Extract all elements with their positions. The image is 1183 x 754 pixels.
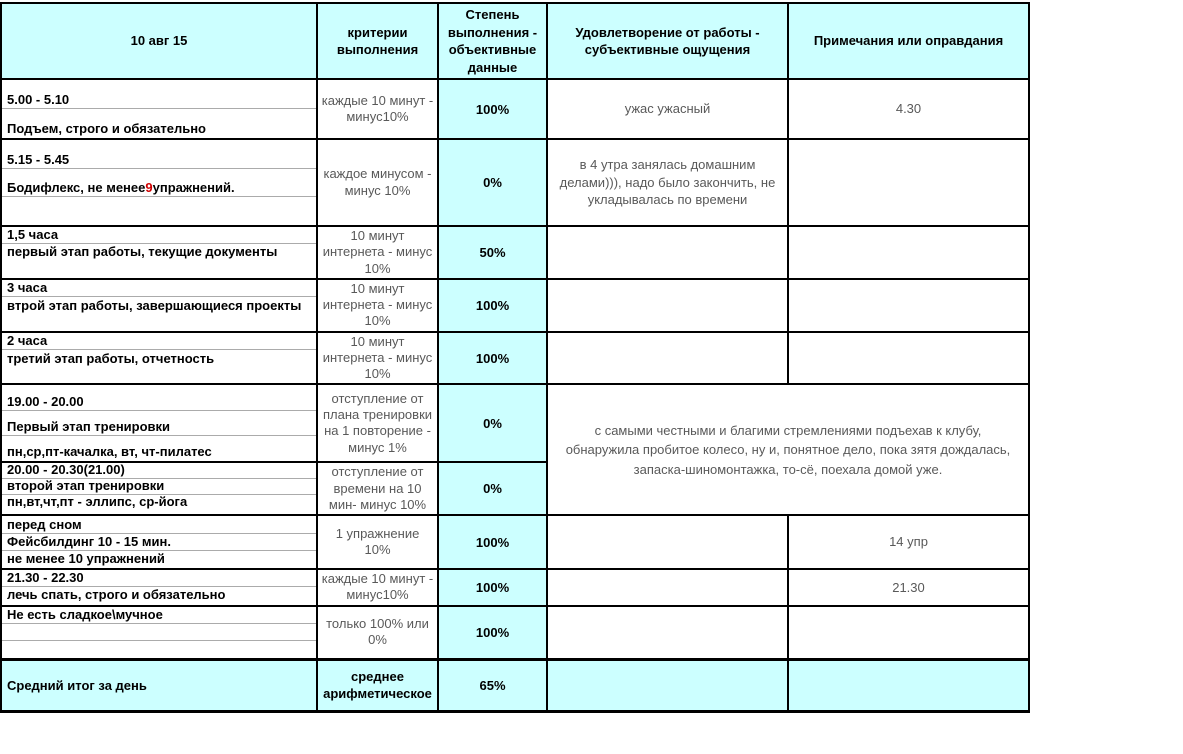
activity-line-text: 20.00 - 20.30(21.00) xyxy=(7,462,125,478)
criteria-cell[interactable]: отступление от времени на 10 мин- минус 10% xyxy=(317,462,438,515)
activity-line xyxy=(2,478,316,494)
activity-line-text: 2 часа xyxy=(7,333,48,349)
satisfaction-cell[interactable] xyxy=(547,606,788,660)
notes-cell[interactable] xyxy=(788,332,1029,385)
criteria-cell[interactable]: отступление от плана тренировки на 1 повторение - минус 1% xyxy=(317,384,438,462)
notes-cell[interactable]: 4.30 xyxy=(788,79,1029,139)
header-cell-satisfaction[interactable]: Удовлетворение от работы - субъективные ощущения xyxy=(547,3,788,79)
activity-line xyxy=(2,243,316,260)
activity-line-text: Не есть сладкое\мучное xyxy=(7,607,163,623)
activity-cell[interactable] xyxy=(1,606,317,660)
activity-line-text: 21.30 - 22.30 xyxy=(7,570,84,586)
activity-line xyxy=(2,349,316,367)
activity-line-text: Подъем, строго и обязательно xyxy=(7,121,206,137)
activity-line-text: лечь спать, строго и обязательно xyxy=(7,587,226,603)
activity-line xyxy=(2,570,316,586)
activity-cell[interactable] xyxy=(1,79,317,139)
activity-line xyxy=(2,550,316,567)
criteria-cell[interactable]: только 100% или 0% xyxy=(317,606,438,660)
notes-cell[interactable] xyxy=(788,139,1029,226)
degree-cell[interactable]: 100% xyxy=(438,606,547,660)
activity-cell[interactable] xyxy=(1,139,317,226)
activity-line-text: Бодифлекс, не менее xyxy=(7,179,146,195)
activity-line-text: не менее 10 упражнений xyxy=(7,551,165,567)
activity-row xyxy=(1,606,1029,660)
degree-cell[interactable]: 50% xyxy=(438,226,547,279)
activity-cell[interactable] xyxy=(1,332,317,385)
header-cell-degree[interactable]: Степень выполнения - объективные данные xyxy=(438,3,547,79)
activity-line xyxy=(2,140,316,167)
activity-line-text: первый этап работы, текущие документы xyxy=(7,244,278,260)
notes-cell[interactable] xyxy=(788,226,1029,279)
criteria-cell[interactable]: 1 упражнение 10% xyxy=(317,515,438,569)
activity-line-text: Первый этап тренировки xyxy=(7,419,171,435)
activity-line xyxy=(2,586,316,603)
header-row xyxy=(1,3,1029,79)
activity-line xyxy=(2,494,316,510)
activity-line xyxy=(2,640,316,657)
activity-line xyxy=(2,516,316,532)
activity-line xyxy=(2,280,316,297)
degree-cell[interactable]: 100% xyxy=(438,569,547,606)
activity-cell[interactable] xyxy=(1,462,317,515)
activity-line-text: пн,ср,пт-качалка, вт, чт-пилатес xyxy=(7,444,212,460)
total-criteria-cell[interactable]: среднее арифметическое xyxy=(317,660,438,712)
activity-line xyxy=(2,296,316,314)
activity-line-text: 3 часа xyxy=(7,280,48,296)
header-cell-date[interactable]: 10 авг 15 xyxy=(1,3,317,79)
activity-line-text: втрой этап работы, завершающиеся проекты xyxy=(7,297,302,313)
activity-line xyxy=(2,333,316,350)
activity-line-text: упражнений. xyxy=(152,179,235,195)
notes-cell[interactable] xyxy=(788,606,1029,660)
activity-cell[interactable] xyxy=(1,569,317,606)
header-cell-notes[interactable]: Примечания или оправдания xyxy=(788,3,1029,79)
degree-cell[interactable]: 0% xyxy=(438,462,547,515)
activity-line xyxy=(2,435,316,460)
satisfaction-cell[interactable] xyxy=(547,515,788,569)
activity-line xyxy=(2,227,316,243)
activity-cell[interactable] xyxy=(1,226,317,279)
activity-line xyxy=(2,533,316,550)
degree-cell[interactable]: 0% xyxy=(438,139,547,226)
criteria-cell[interactable]: 10 минут интернета - минус 10% xyxy=(317,332,438,385)
activity-row xyxy=(1,515,1029,569)
spreadsheet-view xyxy=(0,2,1183,754)
activity-line-text: второй этап тренировки xyxy=(7,478,165,494)
activity-row xyxy=(1,384,1029,462)
activity-line-text: 19.00 - 20.00 xyxy=(7,393,84,409)
activity-row xyxy=(1,139,1029,226)
total-degree-cell[interactable]: 65% xyxy=(438,660,547,712)
activity-line-text: третий этап работы, отчетность xyxy=(7,350,215,366)
notes-cell[interactable]: 21.30 xyxy=(788,569,1029,606)
satisfaction-cell[interactable] xyxy=(547,569,788,606)
activity-row xyxy=(1,569,1029,606)
degree-cell[interactable]: 100% xyxy=(438,515,547,569)
activity-line xyxy=(2,196,316,224)
activity-cell[interactable] xyxy=(1,384,317,462)
activity-line xyxy=(2,80,316,108)
notes-cell[interactable] xyxy=(788,279,1029,332)
merged-satisfaction-notes-cell[interactable]: с самыми честными и благими стремлениями подъехав к клубу, обнаружила пробитое колесо, ну и, понятное дело, пока зятя дождалась, запаска-шиномонтажка, то-сё, поехала домой уже. xyxy=(547,384,1029,515)
criteria-cell[interactable]: каждые 10 минут - минус10% xyxy=(317,569,438,606)
activity-line-text: Фейсбилдинг 10 - 15 мин. xyxy=(7,533,171,549)
total-label-cell[interactable]: Средний итог за день xyxy=(1,660,317,712)
activity-line xyxy=(2,607,316,623)
activity-line-text: 5.00 - 5.10 xyxy=(7,92,70,108)
header-cell-criteria[interactable]: критерии выполнения xyxy=(317,3,438,79)
activity-row xyxy=(1,332,1029,385)
activity-cell[interactable] xyxy=(1,515,317,569)
activity-line-text: перед сном xyxy=(7,516,82,532)
activity-line xyxy=(2,385,316,409)
activity-line xyxy=(2,623,316,640)
criteria-cell[interactable]: каждое минусом - минус 10% xyxy=(317,139,438,226)
total-satisfaction-cell[interactable] xyxy=(547,660,788,712)
total-notes-cell[interactable] xyxy=(788,660,1029,712)
activity-line xyxy=(2,168,316,196)
activity-line-text: 1,5 часа xyxy=(7,227,59,243)
criteria-cell[interactable]: 10 минут интернета - минус 10% xyxy=(317,226,438,279)
activity-row xyxy=(1,226,1029,279)
degree-cell[interactable]: 100% xyxy=(438,332,547,385)
degree-cell[interactable]: 100% xyxy=(438,279,547,332)
activity-line-text: 5.15 - 5.45 xyxy=(7,151,70,167)
activity-cell[interactable] xyxy=(1,279,317,332)
highlighted-number: 9 xyxy=(145,179,153,195)
activity-line xyxy=(2,108,316,137)
activity-line xyxy=(2,410,316,435)
criteria-cell[interactable]: каждые 10 минут - минус10% xyxy=(317,79,438,139)
activity-line xyxy=(2,463,316,478)
notes-cell[interactable]: 14 упр xyxy=(788,515,1029,569)
satisfaction-cell[interactable] xyxy=(547,279,788,332)
degree-cell[interactable]: 0% xyxy=(438,384,547,462)
satisfaction-cell[interactable]: ужас ужасный xyxy=(547,79,788,139)
satisfaction-cell[interactable] xyxy=(547,332,788,385)
activity-row xyxy=(1,279,1029,332)
criteria-cell[interactable]: 10 минут интернета - минус 10% xyxy=(317,279,438,332)
degree-cell[interactable]: 100% xyxy=(438,79,547,139)
satisfaction-cell[interactable]: в 4 утра занялась домашним делами))), надо было закончить, не укладывалась по времени xyxy=(547,139,788,226)
satisfaction-cell[interactable] xyxy=(547,226,788,279)
activity-row xyxy=(1,79,1029,139)
daily-discipline-table xyxy=(0,2,1030,713)
total-row xyxy=(1,660,1029,712)
activity-line-text: пн,вт,чт,пт - эллипс, ср-йога xyxy=(7,494,188,510)
